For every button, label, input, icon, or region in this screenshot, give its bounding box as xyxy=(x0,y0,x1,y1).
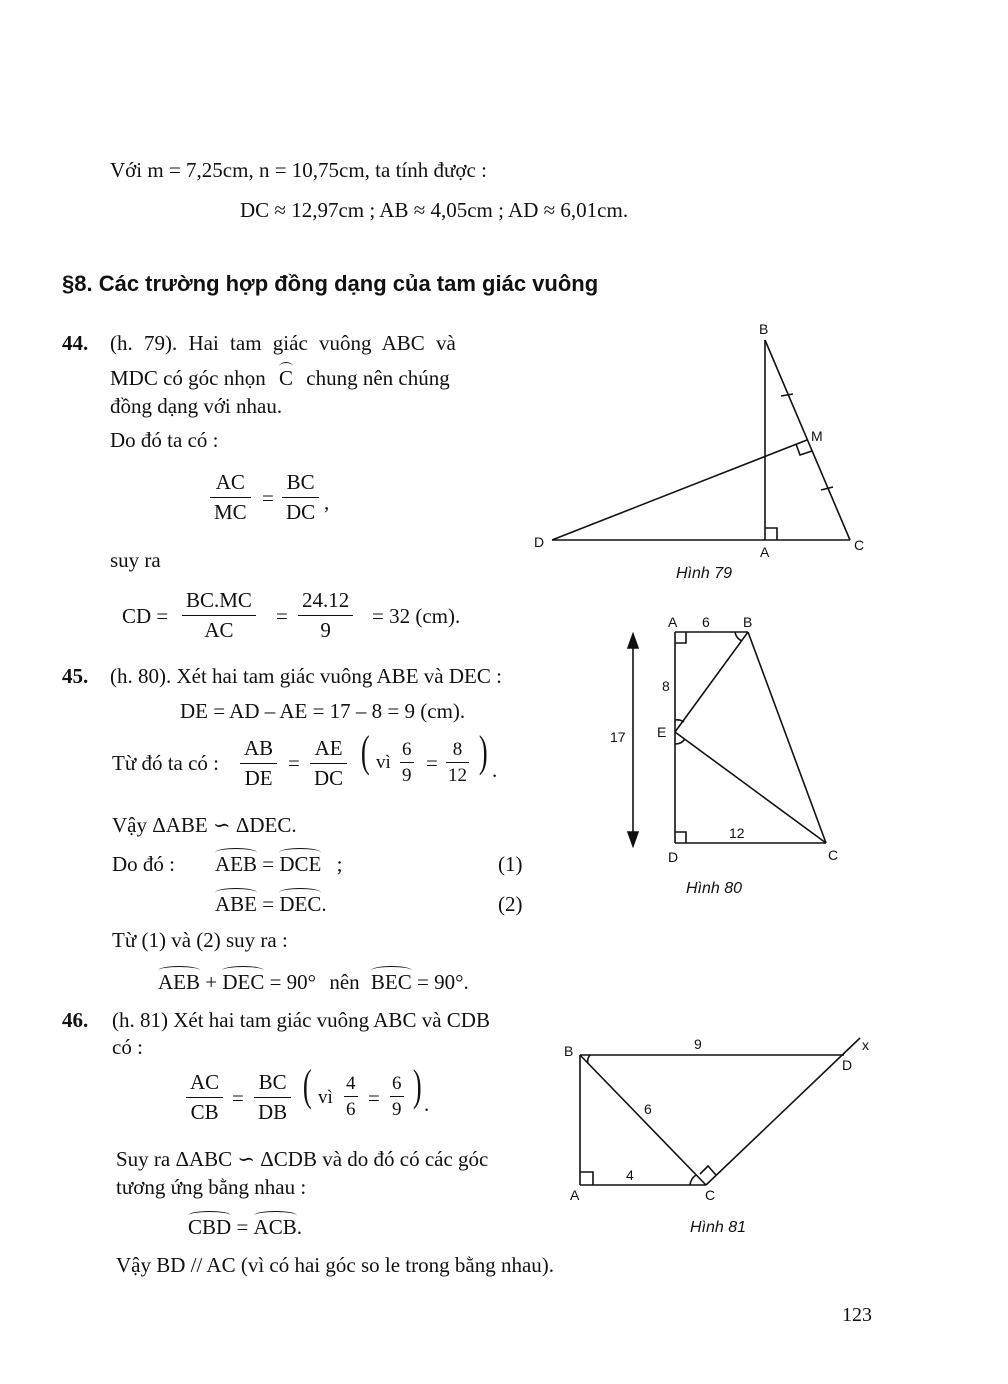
intro-line-1: Với m = 7,25cm, n = 10,75cm, ta tính được : xyxy=(110,158,487,182)
arrow-up-icon xyxy=(628,634,638,648)
equals-sign: = xyxy=(262,892,275,916)
right-paren: ) xyxy=(478,727,488,776)
denominator: CB xyxy=(190,1100,219,1124)
fig80-label-d: D xyxy=(668,849,679,865)
numerator: AC xyxy=(210,472,251,498)
segment-eb xyxy=(675,632,748,732)
equals-90: = 90° xyxy=(269,970,317,994)
vi-word: vì xyxy=(376,752,391,773)
figure-79-caption: Hình 79 xyxy=(676,565,733,582)
tick-mark xyxy=(781,394,793,396)
p44-line-3: đồng dạng với nhau. xyxy=(110,394,283,418)
equals-90: = 90°. xyxy=(417,970,469,994)
fig81-length-bc: 6 xyxy=(644,1101,652,1117)
fig79-label-d: D xyxy=(534,534,545,550)
problem-45-number: 45. xyxy=(62,664,89,688)
p46-line-1: (h. 81) Xét hai tam giác vuông ABC và CDB xyxy=(112,1008,490,1032)
fig81-length-bd: 9 xyxy=(694,1036,702,1052)
tag-2: (2) xyxy=(498,892,523,916)
section-title: §8. Các trường hợp đồng dạng của tam giác vuông xyxy=(62,271,599,296)
segment-ec xyxy=(675,732,826,843)
p45-tu-do: Từ đó ta có : xyxy=(112,751,220,775)
period: . xyxy=(424,1092,430,1116)
fig79-label-c: C xyxy=(854,537,865,553)
numerator: AB xyxy=(240,738,277,764)
segment-bc xyxy=(580,1055,706,1185)
denominator: DE xyxy=(244,766,273,790)
fig81-length-ac: 4 xyxy=(626,1167,634,1183)
tag-1: (1) xyxy=(498,852,523,876)
numerator: AC xyxy=(186,1072,223,1098)
period: . xyxy=(296,1215,302,1239)
numerator: BC xyxy=(282,472,319,498)
fig80-length-ae: 8 xyxy=(662,678,670,694)
numerator: AE xyxy=(310,738,347,764)
nen-word: nên xyxy=(329,970,360,994)
right-paren: ) xyxy=(412,1061,422,1110)
suy-ra: suy ra xyxy=(110,548,161,572)
p46-line-4: tương ứng bằng nhau : xyxy=(116,1175,307,1199)
cd-label: CD = xyxy=(122,604,169,628)
equals-sign: = xyxy=(232,1086,244,1110)
right-angle-a xyxy=(675,632,686,643)
fig81-label-c: C xyxy=(705,1187,716,1203)
numerator: 6 xyxy=(400,740,414,763)
equals-sign: = xyxy=(262,486,274,510)
p44-line-1: (h. 79). Hai tam giác vuông ABC và xyxy=(110,331,456,355)
equals-sign: = xyxy=(368,1086,380,1110)
fig81-label-a: A xyxy=(570,1187,580,1203)
denominator: 9 xyxy=(320,618,331,642)
angle-c: C xyxy=(279,366,294,390)
p44-line-4: Do đó ta có : xyxy=(110,428,219,452)
numerator: 8 xyxy=(446,740,469,763)
fig79-label-b: B xyxy=(759,321,769,337)
right-angle-a xyxy=(765,528,777,540)
fig81-label-x: x xyxy=(862,1037,869,1053)
right-angle-a xyxy=(580,1172,593,1185)
left-paren: ( xyxy=(302,1061,312,1110)
period: . xyxy=(492,758,498,782)
p45-line-1: (h. 80). Xét hai tam giác vuông ABE và DEC : xyxy=(110,664,502,688)
segment-bc xyxy=(765,340,850,540)
denominator: AC xyxy=(204,618,234,642)
angle-cbd: CBD xyxy=(188,1215,232,1239)
intro-line-2: DC ≈ 12,97cm ; AB ≈ 4,05cm ; AD ≈ 6,01cm. xyxy=(240,198,629,222)
angle-arc-b xyxy=(588,1055,590,1064)
angle-arc-b xyxy=(735,632,742,641)
p45-do-do: Do đó : xyxy=(112,852,175,876)
equals-sign: = xyxy=(276,604,288,628)
right-angle-d xyxy=(675,832,686,843)
angle-arc-e xyxy=(675,720,684,722)
angle-abe: ABE xyxy=(215,892,257,916)
angle-dec: DEC xyxy=(222,970,265,994)
denominator: 9 xyxy=(392,1099,402,1120)
fig81-label-d: D xyxy=(842,1057,853,1073)
angle-arc-e xyxy=(675,739,685,744)
fig80-length-ab: 6 xyxy=(702,614,710,630)
p45-line-2: DE = AD – AE = 17 – 8 = 9 (cm). xyxy=(180,699,466,723)
figure-81 xyxy=(580,1038,860,1185)
angle-bec: BEC xyxy=(370,970,412,994)
denominator: MC xyxy=(214,500,247,524)
page-number: 123 xyxy=(842,1304,872,1326)
angle-dec: DEC xyxy=(279,892,322,916)
denominator: DB xyxy=(258,1100,288,1124)
fig80-label-b: B xyxy=(743,614,753,630)
denominator: DC xyxy=(286,500,316,524)
ray-cdx xyxy=(706,1038,860,1185)
p46-line-5: Vậy BD // AC (vì có hai góc so le trong bằng nhau). xyxy=(116,1253,555,1277)
fig80-label-c: C xyxy=(828,847,839,863)
fig80-length-ad: 17 xyxy=(610,729,626,745)
figure-80-caption: Hình 80 xyxy=(686,880,743,897)
semicolon: ; xyxy=(336,852,343,876)
p44-line-2a: MDC có góc nhọn xyxy=(110,366,266,390)
fig81-label-b: B xyxy=(564,1043,574,1059)
denominator: 6 xyxy=(346,1099,356,1120)
angle-dce: DCE xyxy=(279,852,322,876)
fig79-label-m: M xyxy=(811,428,823,444)
problem-46-number: 46. xyxy=(62,1008,89,1032)
numerator: BC xyxy=(254,1072,291,1098)
p45-tu-12: Từ (1) và (2) suy ra : xyxy=(112,928,288,952)
left-paren: ( xyxy=(360,727,370,776)
equals-sign: = xyxy=(262,852,275,876)
fig80-label-e: E xyxy=(657,724,667,740)
fig80-length-dc: 12 xyxy=(729,825,745,841)
p46-line-2: có : xyxy=(112,1035,143,1059)
numerator: BC.MC xyxy=(182,590,256,616)
fig80-label-a: A xyxy=(668,614,678,630)
equals-sign: = xyxy=(236,1215,249,1239)
arrow-down-icon xyxy=(628,832,638,846)
cd-result: = 32 (cm). xyxy=(372,604,461,628)
segment-bc xyxy=(748,632,826,843)
comma: , xyxy=(324,490,330,514)
angle-aeb: AEB xyxy=(158,970,200,994)
angle-aeb: AEB xyxy=(215,852,257,876)
right-angle-c xyxy=(700,1166,716,1175)
p46-line-3: Suy ra ΔABC ∽ ΔCDB và do đó có các góc xyxy=(116,1147,489,1171)
figure-81-caption: Hình 81 xyxy=(690,1219,747,1236)
denominator: 12 xyxy=(448,765,467,786)
equals-sign: = xyxy=(288,751,300,775)
p45-vay: Vậy ΔABE ∽ ΔDEC. xyxy=(112,813,297,837)
numerator: 24.12 xyxy=(298,590,353,616)
equals-sign: = xyxy=(426,751,438,775)
vi-word: vì xyxy=(318,1087,333,1108)
numerator: 6 xyxy=(390,1074,404,1097)
p44-line-2b: chung nên chúng xyxy=(306,366,450,390)
figure-79 xyxy=(552,340,850,540)
segment-dm xyxy=(552,440,807,540)
period: . xyxy=(321,892,327,916)
numerator: 4 xyxy=(344,1074,358,1097)
fig79-label-a: A xyxy=(760,544,770,560)
plus-sign: + xyxy=(205,970,218,994)
denominator: DC xyxy=(314,766,344,790)
problem-44-number: 44. xyxy=(62,331,89,355)
angle-arc-c xyxy=(690,1175,696,1185)
angle-acb: ACB xyxy=(253,1215,297,1239)
denominator: 9 xyxy=(402,765,412,786)
